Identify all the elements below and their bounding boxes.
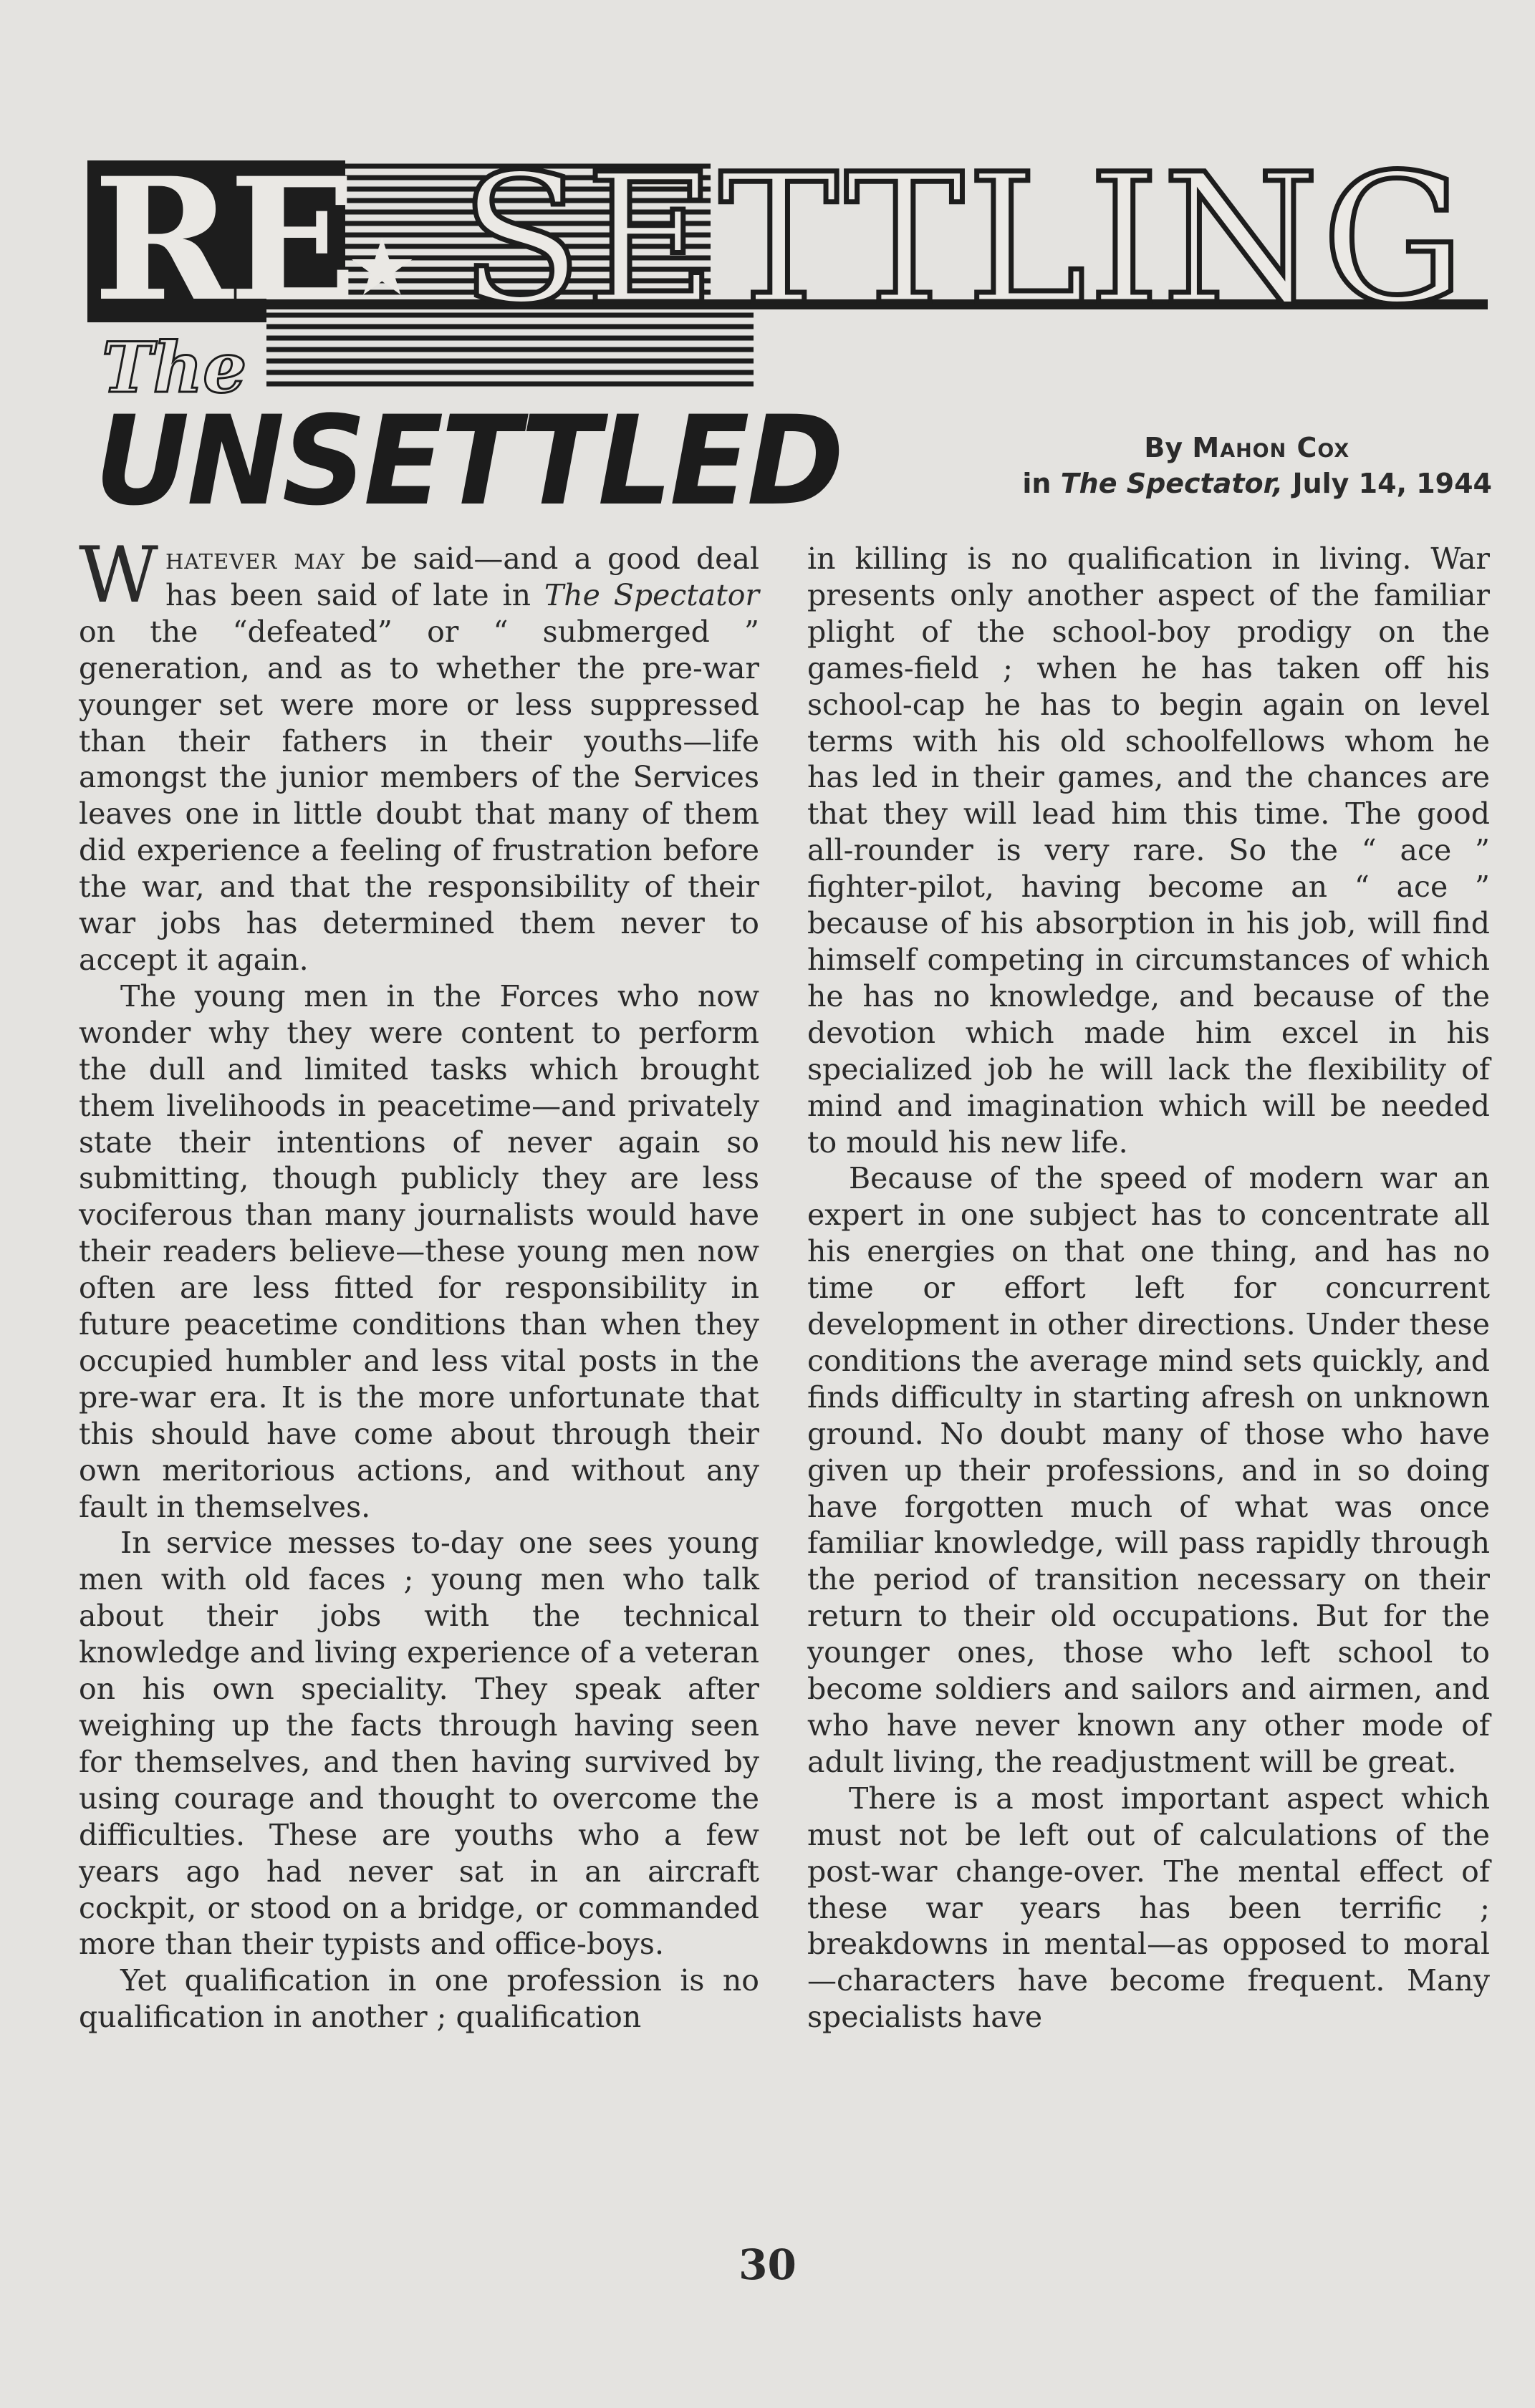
byline-author-line — [1022, 430, 1492, 466]
article-column-left — [79, 531, 760, 2036]
lead-small-caps: hatever may — [165, 541, 345, 576]
paragraph-text: be said—and a good deal has been said of late in — [165, 541, 760, 612]
page-number: 30 — [738, 2240, 797, 2289]
title-word-unsettled: UNSETTLED — [95, 389, 842, 533]
byline-author: Mahon Cox — [1192, 432, 1350, 463]
title-word-re: RE — [93, 141, 353, 339]
byline-publication: The Spectator, — [1060, 468, 1284, 499]
byline-in: in — [1022, 468, 1052, 499]
article-paragraph: in killing is no qualification in living. War presents only another aspect of the familiar plight of the school-boy prodigy on the games-field ; when he has taken off his school-cap he has to begin again on level terms with his old schoolfellows whom he has led in their games, and the chances are that they will lead him this time. The good all-rounder is very rare. So the “ ace ” fighter-pilot, having become an “ ace ” because of his absorption in his job, will find himself competing in circumstances of which he has no knowledge, and because of the devotion which made him excel in his specialized job he will lack the flexibility of mind and imagination which will be needed to mould his new life. — [807, 541, 1490, 1160]
article-paragraph: Yet qualification in one profession is no qualification in another ; qualification — [79, 1963, 759, 2035]
byline — [1022, 430, 1492, 501]
article-paragraph: The young men in the Forces who now wonder why they were content to perform the dull and limited tasks which brought them livelihoods in peacetime—and privately state their intentions of never again so submitting, though publicly they are less vociferous than many journalists would have their readers believe—these young men now often are less fitted for responsibility in future peacetime conditions than when they occupied humbler and less vital posts in the pre-war era. It is the more unfortunate that this should have come about through their own meritorious actions, and without any fault in themselves. — [79, 978, 759, 1524]
article-paragraph: In service messes to-day one sees young men with old faces ; young men who talk about their jobs with the technical knowledge and living experience of a veteran on his own speciality. They speak after weighing up the facts through having seen for themselves, and then having survived by using courage and thought to overcome the difficulties. These are youths who a few years ago had never sat in an aircraft cockpit, or stood on a bridge, or commanded more than their typists and office-boys. — [79, 1526, 759, 1962]
title-word-the: The — [102, 327, 247, 408]
title-word-settling: SETTLING — [460, 135, 1468, 344]
publication-name: The Spectator — [544, 577, 759, 612]
article-paragraph: There is a most important aspect which must not be left out of calculations of the post-war change-over. The mental effect of these war years has been terrific ; breakdowns in mental—as opposed to moral—characters have become frequent. Many specialists have — [807, 1781, 1490, 2035]
article-paragraph: Because of the speed of modern war an expert in one subject has to concentrate all his energies on that one thing, and has no time or effort left for concurrent development in other directions. Under these conditions the average mind sets quickly, and finds difficulty in starting afresh on unknown ground. No doubt many of those who have given up their professions, and in so doing have forgotten much of what was once familiar knowledge, will pass rapidly through the period of transition necessary on their return to their old occupations. But for the younger ones, those who left school to become soldiers and sailors and airmen, and who have never known any other mode of adult living, the readjustment will be great. — [807, 1161, 1490, 1779]
byline-source-line — [1022, 466, 1492, 501]
star-icon: ★ — [347, 221, 418, 313]
byline-by: By — [1144, 432, 1183, 463]
drop-cap: W — [79, 531, 159, 620]
paragraph-text: on the “defeated” or “ submerged ” generation, and as to whether the pre-war younger set were more or less suppressed than their fathers in their youths—life amongst the junior members of the Services leaves one in little doubt that many of them did experience a feeling of frustration before the war, and that the responsibility of their war jobs has determined them never to accept it again. — [79, 614, 759, 977]
article-paragraph — [79, 531, 760, 978]
article-column-right — [807, 541, 1490, 2036]
byline-date: July 14, 1944 — [1292, 468, 1492, 499]
